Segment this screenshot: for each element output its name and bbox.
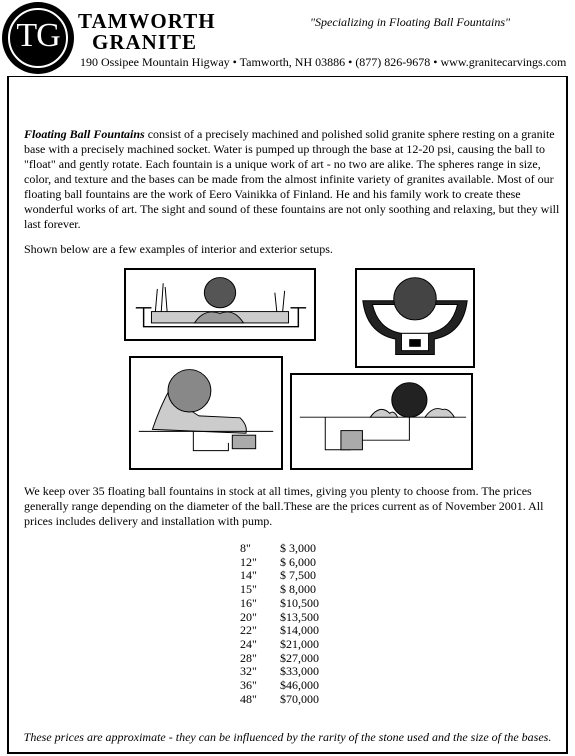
ball-price: $70,000	[280, 691, 319, 706]
ball-price: $ 3,000	[280, 541, 316, 555]
ball-diameter: 16"	[240, 595, 257, 610]
price-row	[240, 556, 340, 570]
price-row	[240, 542, 340, 556]
ball-price: $46,000	[280, 678, 319, 693]
intro-body: consist of a precisely machined and polished solid granite sphere resting on a granite base with a precisely machined socket. Water is pumped up through the base at 12-20 psi, causing the ball to "float" and gently rotate. Each fountain is a unique work of art - no two are alike. The spheres range in size, color, and texture and the bases can be made from the almost infinite variety of granites available. Most of our floating ball fountains are the work of Eero Vainikka of Finland. He and his family work to create these wonderful works of art. The sight and sound of these fountains are not only soothing and relaxing, but they will last forever.	[24, 127, 560, 231]
ball-price: $13,500	[280, 609, 319, 624]
company-name-line1: TAMWORTH	[78, 9, 216, 33]
illustration-exterior-landscape	[290, 373, 473, 470]
price-row	[240, 597, 340, 611]
ball-price: $14,000	[280, 623, 319, 638]
logo-initials: TG	[16, 17, 60, 54]
company-logo	[2, 2, 74, 74]
price-row	[240, 583, 340, 597]
ball-price: $ 8,000	[280, 582, 316, 597]
ball-diameter: 24"	[240, 636, 257, 651]
price-row	[240, 679, 340, 693]
ball-diameter: 28"	[240, 650, 257, 665]
ball-price: $ 7,500	[280, 568, 316, 583]
ball-diameter: 12"	[240, 554, 257, 569]
price-row	[240, 652, 340, 666]
ball-price: $10,500	[280, 595, 319, 610]
price-row	[240, 569, 340, 583]
company-name-line2: GRANITE	[92, 30, 198, 54]
ball-diameter: 15"	[240, 582, 257, 597]
ball-diameter: 22"	[240, 623, 257, 638]
ball-price: $27,000	[280, 650, 319, 665]
ball-price: $21,000	[280, 636, 319, 651]
examples-caption: Shown below are a few examples of interior and exterior setups.	[24, 242, 333, 256]
ball-diameter: 36"	[240, 678, 257, 693]
ball-diameter: 14"	[240, 568, 257, 583]
illustration-urn-fountain	[355, 268, 475, 368]
intro-lead: Floating Ball Fountains	[24, 127, 145, 141]
price-row	[240, 611, 340, 625]
illustration-interior-planter	[124, 268, 316, 341]
price-row	[240, 665, 340, 679]
ball-diameter: 48"	[240, 691, 257, 706]
ball-diameter: 8"	[240, 541, 251, 555]
price-disclaimer: These prices are approximate - they can be influenced by the rarity of the stone used and the size of the bases.	[23, 730, 552, 744]
price-row	[240, 693, 340, 707]
ball-diameter: 20"	[240, 609, 257, 624]
contact-address: 190 Ossipee Mountain Higway • Tamworth, NH 03886 • (877) 826-9678 • www.granitecarvings.com	[80, 55, 567, 69]
price-row	[240, 624, 340, 638]
intro-paragraph	[24, 127, 564, 232]
stock-paragraph: We keep over 35 floating ball fountains in stock at all times, giving you plenty to choose from. The prices generally range depending on the diameter of the ball.These are the prices current as of November 2001. All prices includes delivery and installation with pump.	[24, 484, 544, 528]
price-row	[240, 638, 340, 652]
ball-price: $ 6,000	[280, 554, 316, 569]
ball-price: $33,000	[280, 664, 319, 679]
price-list	[240, 542, 340, 706]
illustration-exterior-rock	[129, 356, 283, 470]
tagline: "Specializing in Floating Ball Fountains"	[310, 15, 511, 29]
ball-diameter: 32"	[240, 664, 257, 679]
